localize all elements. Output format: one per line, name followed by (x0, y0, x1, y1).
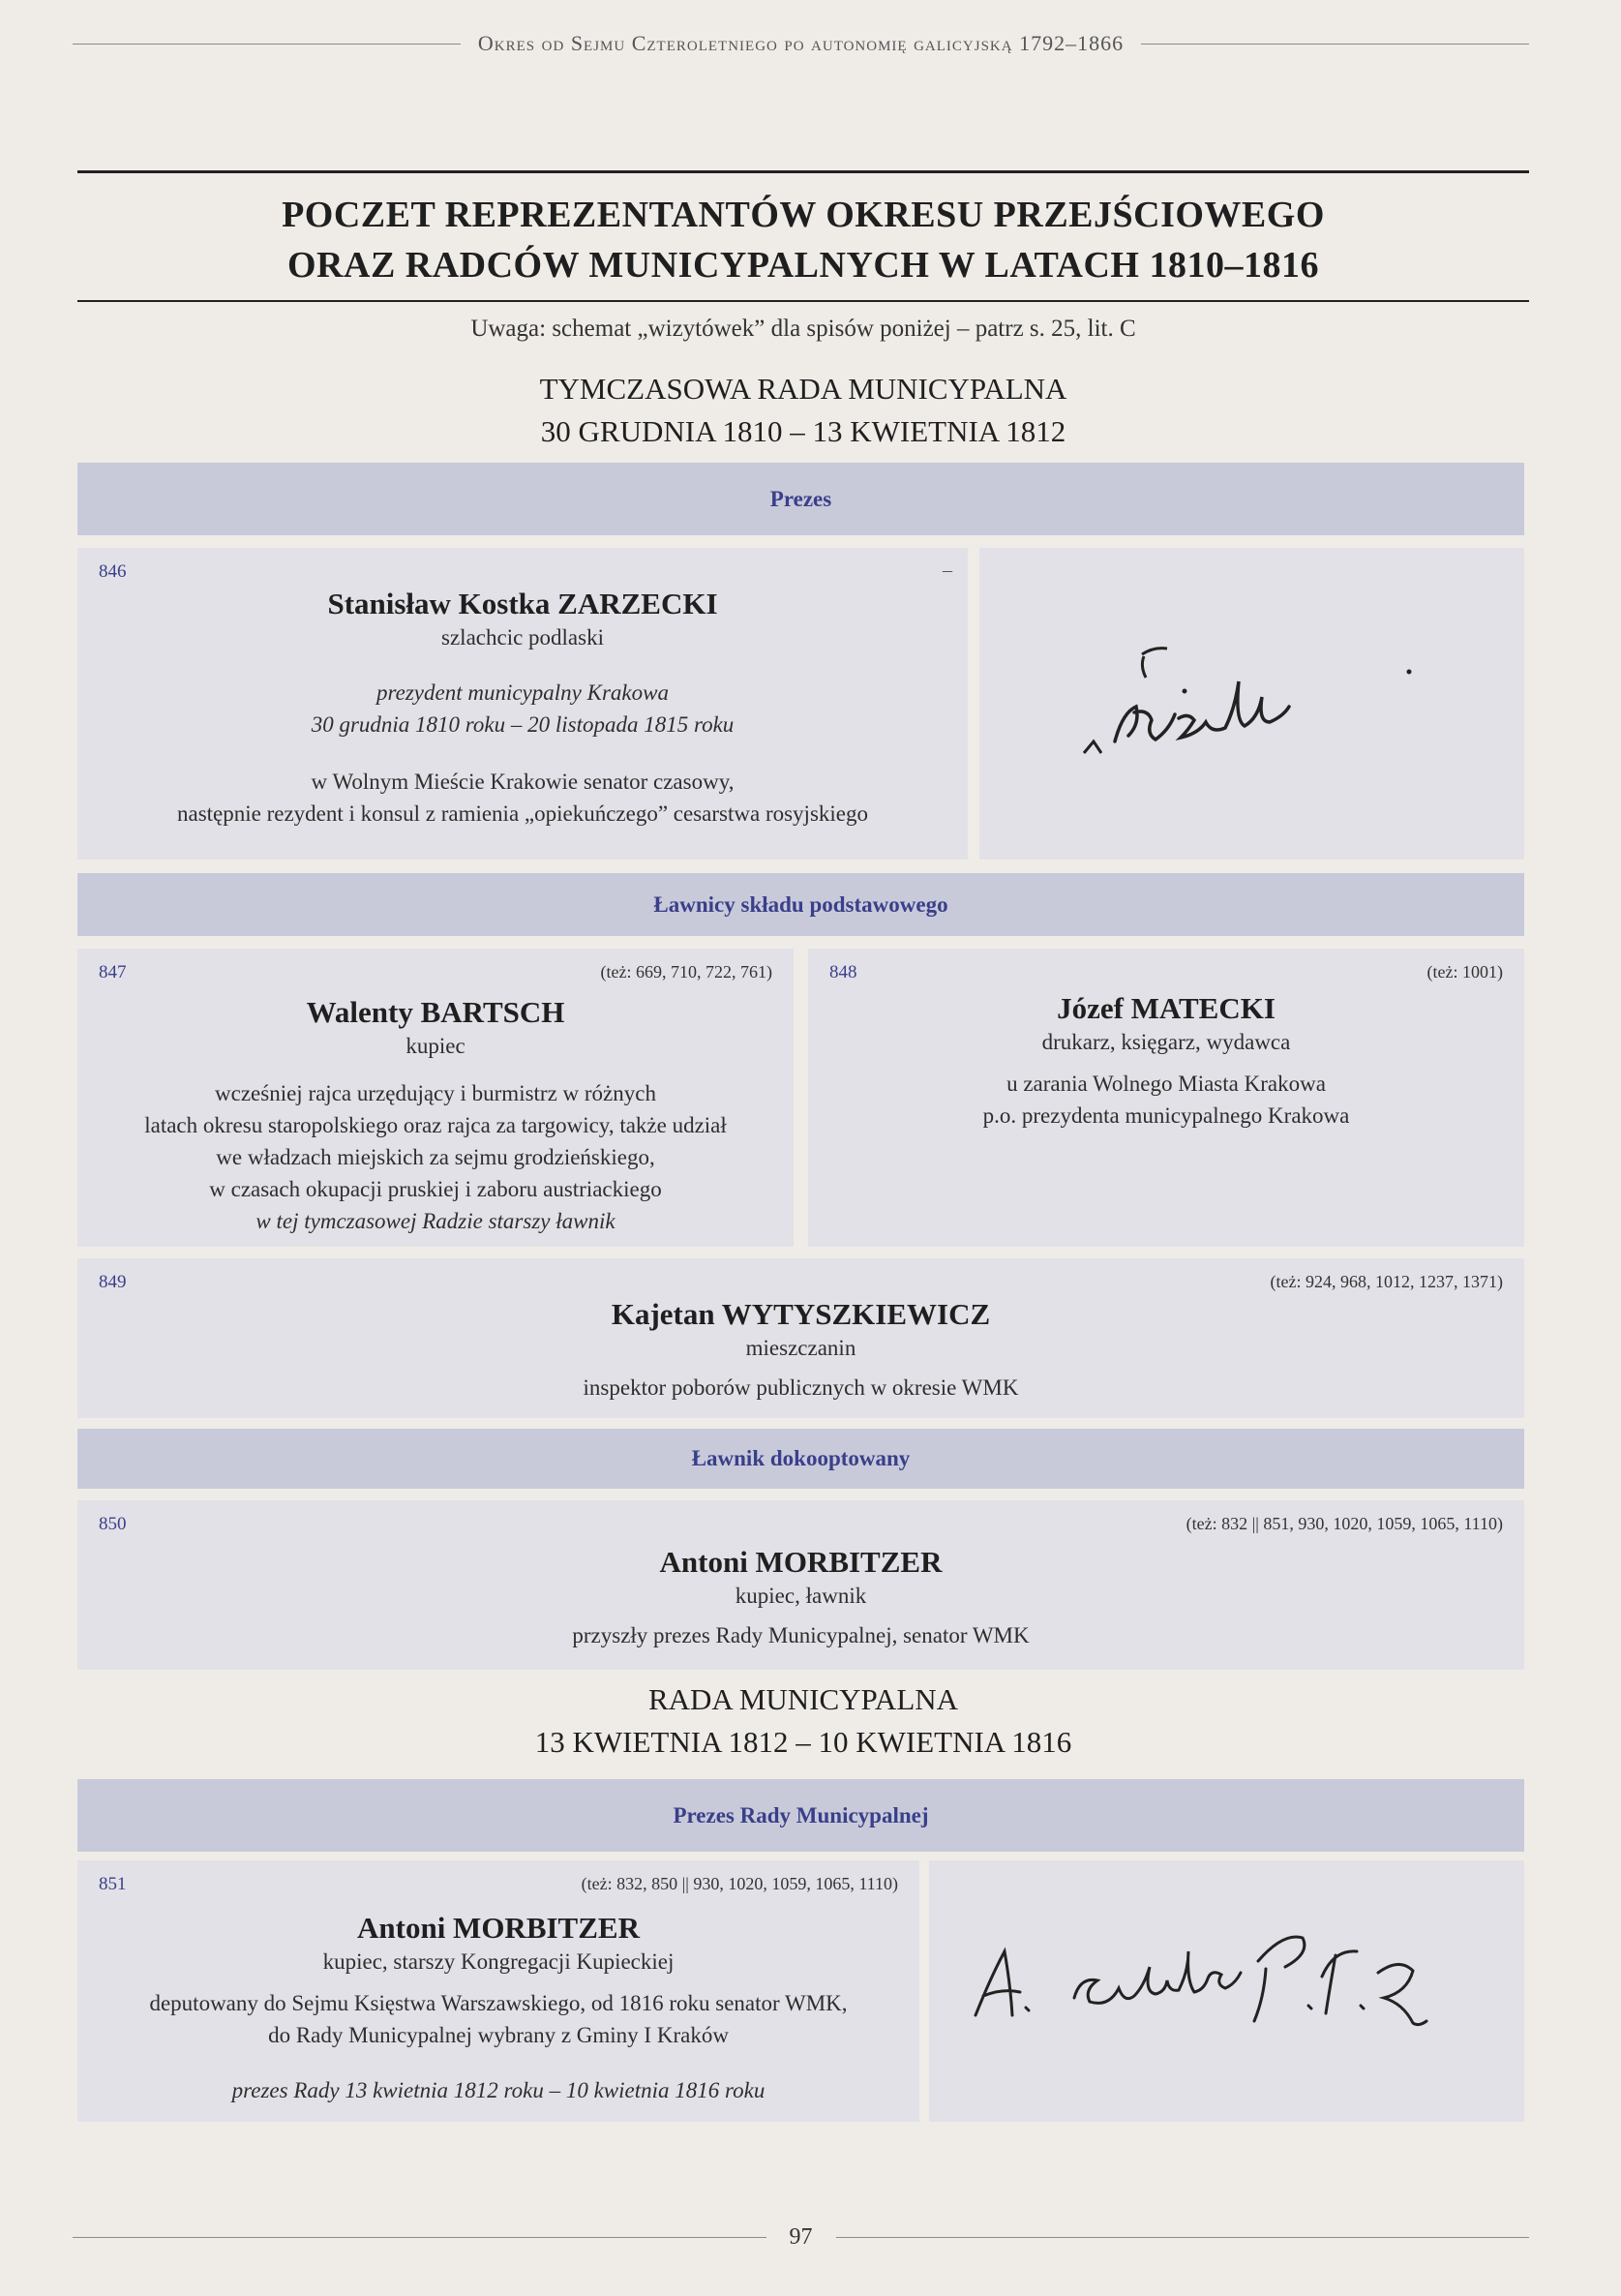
entry-850-card (77, 1500, 1524, 1670)
title-rule-top (77, 170, 1529, 173)
entry-846-card (77, 548, 968, 860)
page-number: 97 (789, 2223, 813, 2250)
running-head-rule-right (1141, 44, 1529, 45)
entry-description: we władzach miejskich za sejmu grodzieńskiego, (216, 1145, 655, 1169)
entry-name: Walenty BARTSCH (306, 995, 565, 1029)
schema-note: Uwaga: schemat „wizytówek” dla spisów poniżej – patrz s. 25, lit. C (470, 316, 1136, 342)
signature-morbitzer (929, 1860, 1524, 2122)
section-heading-line1: TYMCZASOWA RADA MUNICYPALNA (539, 372, 1067, 406)
entry-description: inspektor poborów publicznych w okresie WMK (583, 1375, 1019, 1400)
entry-851-card (77, 1860, 919, 2122)
entry-status: szlachcic podlaski (441, 625, 604, 650)
page-title-line1: POCZET REPREZENTANTÓW OKRESU PRZEJŚCIOWEGO (282, 195, 1325, 235)
signature-zarzecki (979, 548, 1524, 860)
page-title-line2: ORAZ RADCÓW MUNICYPALNYCH W LATACH 1810–1816 (287, 245, 1319, 286)
entry-name: Antoni MORBITZER (659, 1545, 943, 1579)
entry-status: mieszczanin (745, 1336, 856, 1360)
entry-description: przyszły prezes Rady Municypalnej, senator WMK (572, 1623, 1030, 1647)
running-head (73, 29, 1529, 58)
band-prezes: Prezes (77, 463, 1524, 535)
entry-refs: (też: 924, 968, 1012, 1237, 1371) (1270, 1272, 1503, 1291)
entry-number: 850 (99, 1514, 127, 1534)
entry-refs: (też: 832, 850 || 930, 1020, 1059, 1065, 1110) (581, 1874, 898, 1893)
section-heading-line2: 30 GRUDNIA 1810 – 13 KWIETNIA 1812 (540, 414, 1066, 448)
entry-number: 846 (99, 561, 127, 582)
entry-status: kupiec, starszy Kongregacji Kupieckiej (322, 1949, 675, 1974)
section-heading-line1: RADA MUNICYPALNA (647, 1682, 959, 1716)
title-rule-bottom (77, 300, 1529, 302)
entry-role: prezydent municypalny Krakowa (376, 680, 669, 705)
section-heading-temporary-council (77, 368, 1529, 453)
entry-role-dates: prezes Rady 13 kwietnia 1812 roku – 10 kwietnia 1816 roku (231, 2078, 765, 2102)
running-head-text: Okres od Sejmu Czteroletniego po autonomię galicyjską 1792–1866 (477, 31, 1125, 55)
entry-description: p.o. prezydenta municypalnego Krakowa (982, 1103, 1350, 1128)
band-lawnicy: Ławnicy składu podstawowego (77, 873, 1524, 936)
band-prezes-rady: Prezes Rady Municypalnej (77, 1779, 1524, 1852)
entry-refs: (też: 832 || 851, 930, 1020, 1059, 1065, 1110) (1186, 1514, 1503, 1533)
entry-description: następnie rezydent i konsul z ramienia „opiekuńczego” cesarstwa rosyjskiego (176, 801, 868, 826)
entry-847-card (77, 949, 794, 1247)
entry-name: Józef MATECKI (1057, 991, 1276, 1025)
entry-number: 851 (99, 1874, 127, 1894)
entry-name: Antoni MORBITZER (357, 1911, 640, 1945)
entry-status: drukarz, księgarz, wydawca (1041, 1030, 1291, 1054)
entry-number: 847 (99, 962, 127, 982)
entry-name: Kajetan WYTYSZKIEWICZ (611, 1297, 991, 1331)
page-title (77, 190, 1529, 290)
entry-description: w Wolnym Mieście Krakowie senator czasowy, (311, 770, 735, 794)
entry-846-signature-box (979, 548, 1524, 860)
entry-description: do Rady Municypalnej wybrany z Gminy I Kraków (268, 2023, 729, 2047)
entry-number: 848 (829, 962, 857, 982)
entry-status: kupiec, ławnik (735, 1584, 867, 1608)
section-heading-municipal-council (77, 1678, 1529, 1764)
entry-description: deputowany do Sejmu Księstwa Warszawskiego, od 1816 roku senator WMK, (149, 1991, 848, 2015)
entry-name: Stanisław Kostka ZARZECKI (327, 587, 718, 620)
running-head-rule-left (73, 44, 461, 45)
entry-role-dates: 30 grudnia 1810 roku – 20 listopada 1815 roku (311, 712, 735, 737)
entry-description: wcześniej rajca urzędujący i burmistrz w różnych (215, 1081, 656, 1105)
footer-rule-right (836, 2237, 1530, 2238)
entry-refs: (też: 1001) (1426, 962, 1503, 982)
entry-description: w tej tymczasowej Radzie starszy ławnik (255, 1209, 615, 1233)
entry-description: u zarania Wolnego Miasta Krakowa (1006, 1072, 1326, 1096)
page-footer (73, 2222, 1529, 2251)
entry-dash: – (943, 559, 952, 581)
entry-description: latach okresu staropolskiego oraz rajca za targowicy, także udział (144, 1113, 727, 1137)
entry-description: w czasach okupacji pruskiej i zaboru austriackiego (209, 1177, 662, 1201)
section-heading-line2: 13 KWIETNIA 1812 – 10 KWIETNIA 1816 (534, 1725, 1072, 1759)
band-dokooptowany: Ławnik dokooptowany (77, 1429, 1524, 1489)
entry-status: kupiec (405, 1034, 465, 1058)
entry-refs: (też: 669, 710, 722, 761) (600, 962, 772, 982)
entry-851-signature-box (929, 1860, 1524, 2122)
entry-849-card (77, 1258, 1524, 1418)
entry-848-card (808, 949, 1524, 1247)
entry-number: 849 (99, 1272, 127, 1292)
footer-rule-left (73, 2237, 766, 2238)
